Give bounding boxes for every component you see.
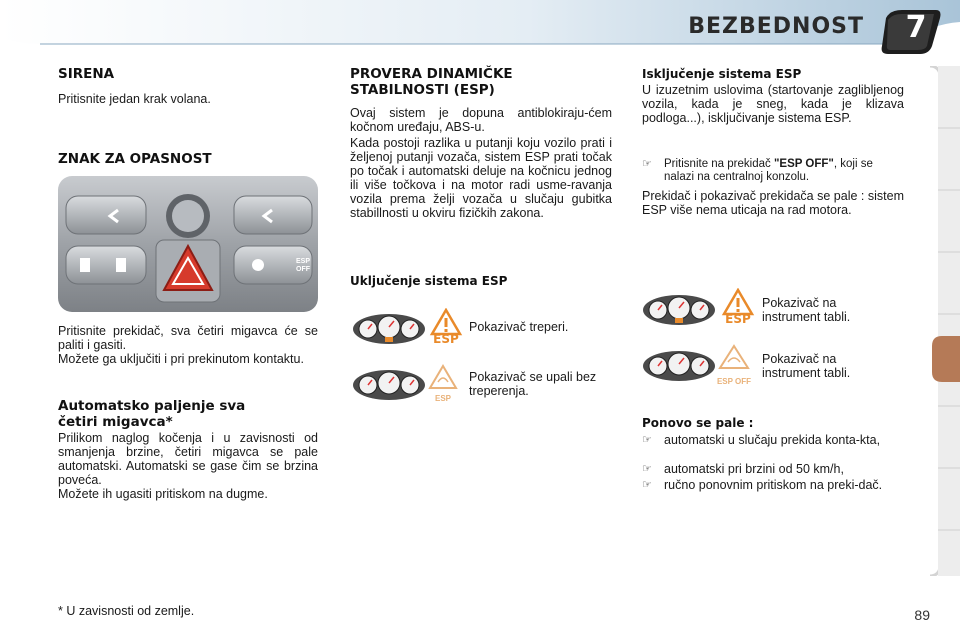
esp-icon-label-small: ESP bbox=[434, 394, 451, 403]
esp-on-title: Uključenje sistema ESP bbox=[350, 274, 508, 288]
bullet-icon: ☞ bbox=[642, 479, 652, 491]
esp-off-bullet-post: , koji se nalazi na centralnoj konzolu. bbox=[664, 158, 873, 183]
instrument-cluster-icon bbox=[642, 294, 716, 326]
reactivation-item-text: ručno ponovnim pritiskom na preki-dač. bbox=[664, 478, 883, 492]
bullet-icon: ☞ bbox=[642, 434, 652, 446]
instrument-cluster-icon bbox=[352, 369, 426, 401]
esp-text-2: Kada postoji razlika u putanji koju vozilo prati i željenoj putanji vozača, sistem ESP prati točak po točak i automatski deluje na kočnicu jednog ili više točkova i na motor radi usme-ravanja vozila prema želji vozača u slučaju gubitka stabillnosti u okviru fizičkih zakona. bbox=[350, 136, 612, 220]
sirena-title: SIRENA bbox=[58, 66, 115, 82]
esp-off-button-label: ESP OFF bbox=[295, 258, 310, 273]
esp-off-bullet-pre: Pritisnite na prekidač bbox=[664, 158, 774, 170]
esp-off-text-1: U izuzetnim uslovima (startovanje zaglibljenog vozila, kada je sneg, kada je klizava podloga...), isključivanje sistema ESP. bbox=[642, 83, 904, 125]
reactivation-item-text: automatski pri brzini od 50 km/h, bbox=[664, 462, 844, 476]
chapter-number: 7 bbox=[905, 10, 927, 45]
instrument-cluster-icon bbox=[352, 313, 426, 345]
auto-hazard-text-1: Prilikom naglog kočenja i u zavisnosti od smanjenja brzine, četiri migavca se pale automatski. Automatski se gase čim se brzina poveća. bbox=[58, 431, 318, 487]
bullet-icon: ☞ bbox=[642, 158, 652, 170]
active-tab[interactable] bbox=[928, 336, 960, 382]
esp-icon-label: ESP bbox=[725, 312, 751, 326]
reactivation-item bbox=[642, 462, 904, 476]
footnote: * U zavisnosti od zemlje. bbox=[58, 604, 195, 618]
esp-off-title: Isključenje sistema ESP bbox=[642, 67, 802, 81]
instrument-cluster-icon bbox=[642, 350, 716, 382]
esp-skid-icon bbox=[428, 364, 458, 398]
esp-off-icon-label: ESP OFF bbox=[716, 377, 752, 386]
reactivation-item bbox=[642, 433, 904, 447]
esp-text-1: Ovaj sistem je dopuna antiblokiraju-ćem kočnom uređaju, ABS-u. bbox=[350, 106, 612, 134]
indicator-dashboard-text-1: Pokazivač na instrument tabli. bbox=[762, 296, 851, 324]
esp-off-skid-icon bbox=[716, 344, 752, 378]
auto-hazard-text-2: Možete ih ugasiti pritiskom na dugme. bbox=[58, 487, 268, 501]
indicator-dashboard-text-2: Pokazivač na instrument tabli. bbox=[762, 352, 851, 380]
indicator-flashing-text: Pokazivač treperi. bbox=[469, 320, 569, 334]
hazard-switch-photo bbox=[58, 176, 318, 312]
auto-hazard-title: Automatsko paljenje sva četiri migavca* bbox=[58, 398, 246, 430]
reactivation-item bbox=[642, 478, 904, 492]
reactivation-title: Ponovo se pale : bbox=[642, 416, 754, 430]
chapter-tabs bbox=[928, 66, 960, 576]
indicator-steady-text: Pokazivač se upali bez treperenja. bbox=[469, 370, 597, 398]
chapter-title: BEZBEDNOST bbox=[688, 14, 864, 39]
esp-off-bullet-bold: "ESP OFF" bbox=[773, 158, 834, 170]
sirena-text: Pritisnite jedan krak volana. bbox=[58, 92, 211, 106]
esp-title: PROVERA DINAMIČKE STABILNOSTI (ESP) bbox=[350, 66, 513, 98]
esp-off-bullet bbox=[642, 158, 904, 184]
hazard-title: ZNAK ZA OPASNOST bbox=[58, 151, 212, 167]
bullet-icon: ☞ bbox=[642, 463, 652, 475]
hazard-text-1: Pritisnite prekidač, sva četiri migavca će se paliti i gasiti. bbox=[58, 324, 318, 352]
page-number: 89 bbox=[914, 607, 930, 623]
hazard-text-2: Možete ga uključiti i pri prekinutom kontaktu. bbox=[58, 352, 304, 366]
reactivation-item-text: automatski u slučaju prekida konta-kta, bbox=[664, 433, 881, 447]
esp-icon-label: ESP bbox=[433, 332, 459, 346]
esp-off-text-2: Prekidač i pokazivač prekidača se pale : sistem ESP više nema uticaja na rad motora. bbox=[642, 189, 904, 217]
